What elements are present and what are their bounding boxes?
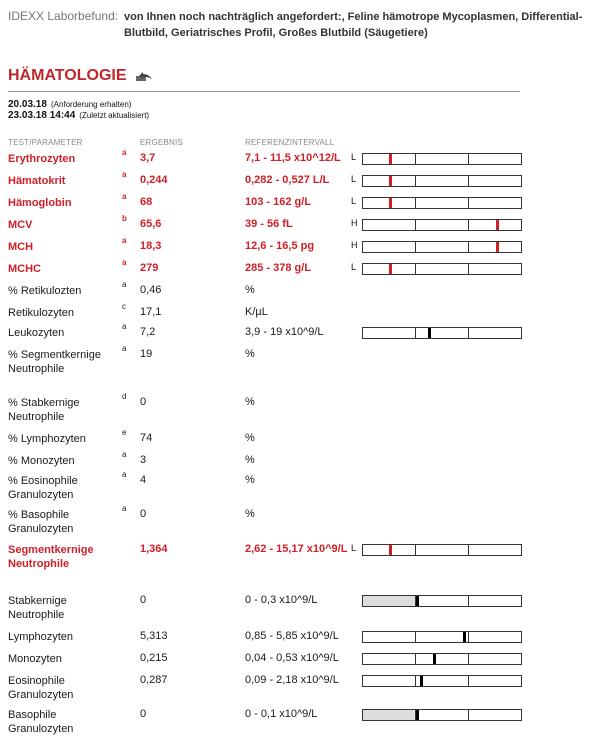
range-bar-marker [433, 654, 436, 664]
parameter-name: MCH [8, 241, 34, 253]
range-bar-divider [415, 176, 416, 186]
range-bar [362, 709, 522, 721]
range-bar-marker [389, 264, 392, 274]
parameter-name: % Lymphozyten [8, 433, 86, 445]
range-bar-marker [389, 176, 392, 186]
range-bar-marker [463, 632, 466, 642]
range-bar-marker [389, 198, 392, 208]
range-flag: L [351, 543, 357, 553]
reference-interval: % [245, 474, 255, 486]
reference-interval: % [245, 432, 255, 444]
result-value: 4 [140, 474, 147, 486]
range-bar [362, 175, 522, 187]
result-value: 0 [140, 708, 147, 720]
range-bar-divider [468, 242, 469, 252]
parameter-name: Hämoglobin [8, 197, 72, 209]
range-bar-divider [468, 154, 469, 164]
range-bar-divider [521, 176, 522, 186]
range-bar-divider [468, 654, 469, 664]
range-bar-marker [496, 220, 499, 230]
reference-interval: 0,09 - 2,18 x10^9/L [245, 674, 339, 686]
footnote-marker: a [122, 504, 127, 513]
parameter-name: Stabkernige Neutrophile [8, 595, 67, 621]
result-value: 0,287 [140, 674, 168, 686]
parameter-name: MCV [8, 219, 33, 231]
range-flag: L [351, 174, 357, 184]
range-bar-divider [468, 264, 469, 274]
range-bar-shade [363, 710, 415, 720]
range-bar-divider [415, 676, 416, 686]
footnote-marker: a [122, 258, 127, 267]
result-value: 68 [140, 196, 153, 208]
section-divider [8, 91, 520, 92]
range-bar-divider [521, 198, 522, 208]
footnote-marker: a [122, 192, 127, 201]
parameter-name: Segmentkernige Neutrophile [8, 544, 94, 570]
footnote-marker: a [122, 344, 127, 353]
range-bar [362, 675, 522, 687]
range-bar-divider [415, 632, 416, 642]
range-bar-divider [415, 328, 416, 338]
result-value: 18,3 [140, 240, 162, 252]
range-bar-divider [521, 264, 522, 274]
parameter-name: Monozyten [8, 653, 62, 665]
range-bar [362, 631, 522, 643]
reference-interval: 103 - 162 g/L [245, 196, 312, 208]
result-value: 0 [140, 594, 147, 606]
date-updated [8, 110, 149, 121]
footnote-marker: c [122, 302, 126, 311]
footnote-marker: d [122, 392, 127, 401]
reference-interval: K/µL [245, 306, 268, 318]
date-received-note: (Anforderung erhalten) [50, 100, 132, 109]
range-bar-divider [521, 632, 522, 642]
range-bar [362, 653, 522, 665]
reference-interval: 39 - 56 fL [245, 218, 293, 230]
range-bar-divider [415, 545, 416, 555]
reference-interval: % [245, 454, 255, 466]
range-bar-divider [521, 596, 522, 606]
date-received [8, 99, 131, 110]
reference-interval: 12,6 - 16,5 pg [245, 240, 315, 252]
reference-interval: % [245, 508, 255, 520]
footnote-marker: a [122, 450, 127, 459]
range-bar-shade [363, 596, 415, 606]
range-bar-marker [420, 676, 423, 686]
parameter-name: Leukozyten [8, 327, 65, 339]
result-value: 17,1 [140, 306, 162, 318]
footnote-marker: a [122, 322, 127, 331]
range-bar-divider [468, 176, 469, 186]
reference-interval: 7,1 - 11,5 x10^12/L [245, 152, 341, 164]
footnote-marker: a [122, 170, 127, 179]
date-updated-note: (Zuletzt aktualisiert) [79, 111, 150, 120]
reference-interval: % [245, 348, 255, 360]
range-bar-marker [389, 154, 392, 164]
date-updated-value: 23.03.18 14:44 [8, 110, 76, 121]
footnote-marker: e [122, 428, 127, 437]
share-arrow-icon[interactable] [135, 68, 153, 87]
range-bar-divider [521, 710, 522, 720]
footnote-marker: a [122, 148, 127, 157]
range-bar-divider [521, 242, 522, 252]
footnote-marker: a [122, 470, 127, 479]
result-value: 0,215 [140, 652, 168, 664]
parameter-name: % Monozyten [8, 455, 75, 467]
reference-interval: % [245, 396, 255, 408]
range-bar-divider [468, 545, 469, 555]
range-flag: L [351, 196, 357, 206]
range-bar-divider [521, 154, 522, 164]
range-flag: L [351, 152, 357, 162]
reference-interval: 285 - 378 g/L [245, 262, 312, 274]
result-value: 3,7 [140, 152, 156, 164]
range-flag: H [351, 240, 358, 250]
range-bar-divider [415, 264, 416, 274]
reference-interval: 0,04 - 0,53 x10^9/L [245, 652, 339, 664]
range-bar-divider [521, 220, 522, 230]
column-header-reference: REFERENZINTERVALL [245, 138, 335, 147]
range-bar-marker [496, 242, 499, 252]
range-bar-divider [468, 710, 469, 720]
footnote-marker: a [122, 280, 127, 289]
range-bar [362, 544, 522, 556]
parameter-name: Basophile Granulozyten [8, 709, 74, 735]
result-value: 0,46 [140, 284, 162, 296]
reference-interval: 0,85 - 5,85 x10^9/L [245, 630, 339, 642]
range-bar [362, 219, 522, 231]
parameter-name: MCHC [8, 263, 41, 275]
result-value: 0 [140, 396, 147, 408]
range-bar [362, 595, 522, 607]
range-bar-divider [415, 654, 416, 664]
result-value: 0 [140, 508, 147, 520]
range-bar-divider [468, 632, 469, 642]
column-header-test: TEST/PARAMETER [8, 138, 83, 147]
parameter-name: Lymphozyten [8, 631, 74, 643]
range-bar-marker [389, 545, 392, 555]
result-value: 7,2 [140, 326, 156, 338]
reference-interval: 0,282 - 0,527 L/L [245, 174, 330, 186]
parameter-name: Retikulozyten [8, 307, 75, 319]
parameter-name: Erythrozyten [8, 153, 76, 165]
reference-interval: 0 - 0,3 x10^9/L [245, 594, 318, 606]
range-bar-divider [468, 198, 469, 208]
result-value: 1,364 [140, 543, 168, 555]
footnote-marker: a [122, 236, 127, 245]
reference-interval: 3,9 - 19 x10^9/L [245, 326, 324, 338]
parameter-name: % Basophile Granulozyten [8, 509, 74, 535]
range-bar [362, 241, 522, 253]
range-bar [362, 263, 522, 275]
range-bar-divider [415, 198, 416, 208]
result-value: 65,6 [140, 218, 162, 230]
range-bar-divider [521, 545, 522, 555]
parameter-name: % Retikulozten [8, 285, 82, 297]
parameter-name: % Segmentkernige Neutrophile [8, 349, 101, 375]
parameter-name: Eosinophile Granulozyten [8, 675, 74, 701]
range-bar-divider [521, 676, 522, 686]
range-bar-divider [468, 220, 469, 230]
section-title: HÄMATOLOGIE [8, 67, 127, 84]
range-bar-divider [415, 220, 416, 230]
result-value: 5,313 [140, 630, 168, 642]
range-bar-divider [468, 596, 469, 606]
range-flag: L [351, 262, 357, 272]
range-bar-divider [468, 328, 469, 338]
range-bar [362, 197, 522, 209]
range-bar [362, 327, 522, 339]
date-received-value: 20.03.18 [8, 99, 47, 110]
report-request-description: von Ihnen noch nachträglich angefordert:, Feline hämotrope Mycoplasmen, Differential-Blutbild, Geriatrisches Profil, Großes Blutbild (Säugetiere) [124, 11, 583, 39]
range-bar-divider [415, 242, 416, 252]
parameter-name: Hämatokrit [8, 175, 66, 187]
range-bar [362, 153, 522, 165]
result-value: 3 [140, 454, 147, 466]
result-value: 279 [140, 262, 159, 274]
parameter-name: % Eosinophile Granulozyten [8, 475, 78, 501]
report-source-label: IDEXX Laborbefund: [8, 9, 119, 23]
result-value: 0,244 [140, 174, 168, 186]
range-bar-divider [521, 654, 522, 664]
range-bar-divider [415, 154, 416, 164]
reference-interval: 0 - 0,1 x10^9/L [245, 708, 318, 720]
reference-interval: % [245, 284, 255, 296]
result-value: 74 [140, 432, 153, 444]
range-flag: H [351, 218, 358, 228]
range-bar-divider [468, 676, 469, 686]
range-bar-marker [416, 596, 419, 606]
result-value: 19 [140, 348, 153, 360]
range-bar-divider [521, 328, 522, 338]
reference-interval: 2,62 - 15,17 x10^9/L [245, 543, 348, 555]
column-header-result: ERGEBNIS [140, 138, 183, 147]
range-bar-marker [416, 710, 419, 720]
footnote-marker: b [122, 214, 127, 223]
parameter-name: % Stabkernige Neutrophile [8, 397, 80, 423]
range-bar-marker [428, 328, 431, 338]
